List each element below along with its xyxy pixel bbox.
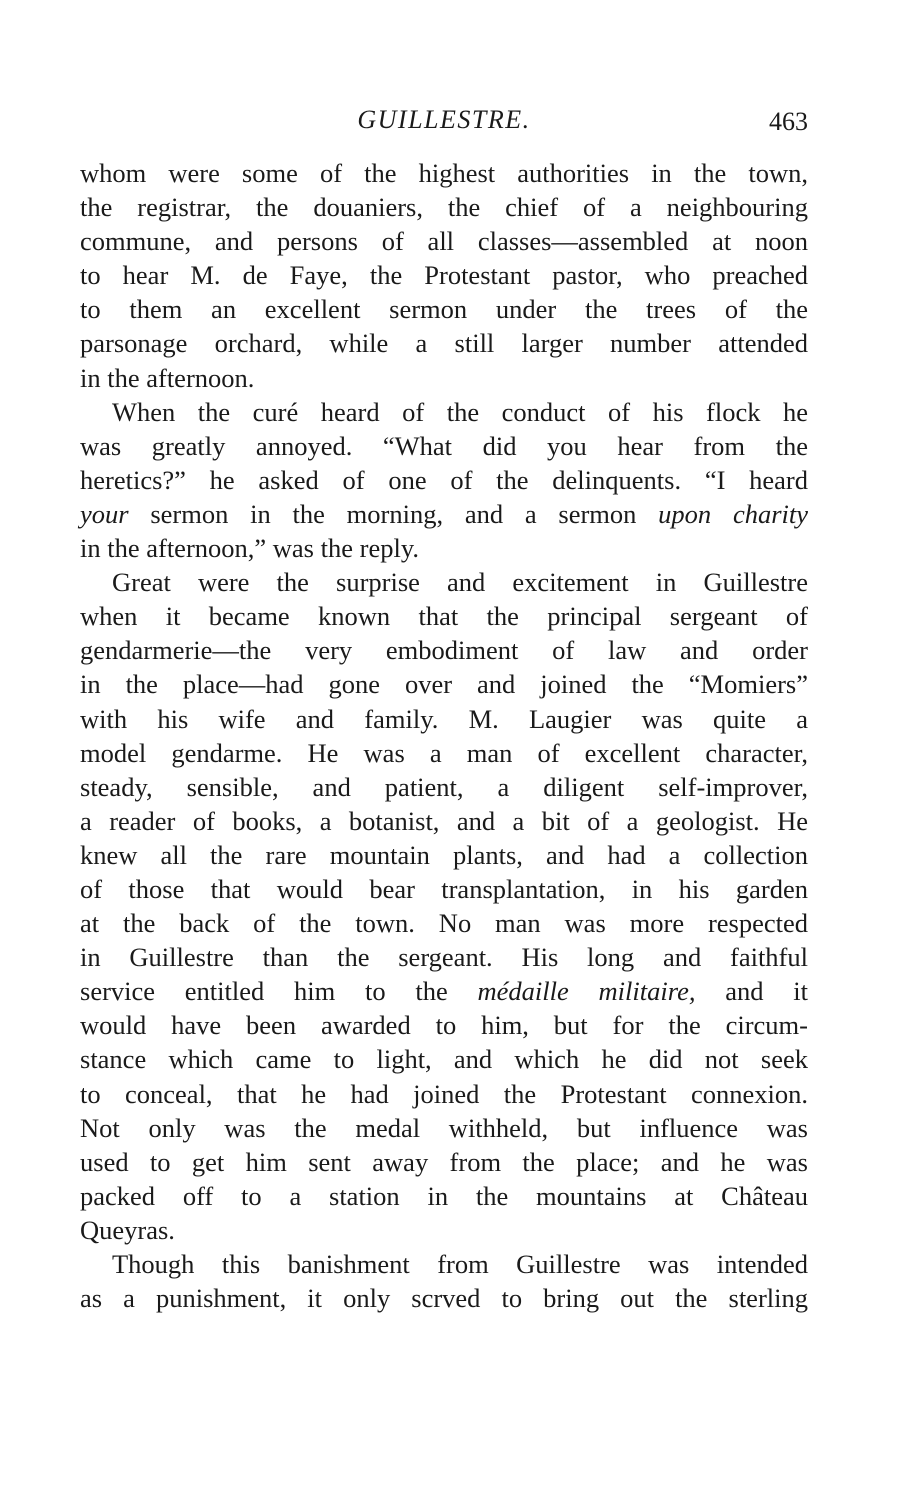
- running-head: [80, 102, 808, 138]
- text-line: Queyras.: [80, 1214, 175, 1245]
- text-line: [80, 974, 808, 1008]
- italic-text: upon charity: [658, 498, 808, 529]
- text-line: at the back of the town. No man was more respected: [80, 908, 808, 939]
- text-line: [80, 497, 808, 531]
- paragraph: [80, 156, 808, 395]
- text-run: sermon in the morning, and a sermon: [128, 498, 659, 529]
- text-line: Though this banishment from Guillestre was intended: [112, 1249, 808, 1279]
- text-line: in Guillestre than the sergeant. His long and faithful: [80, 942, 808, 973]
- text-line: the registrar, the douaniers, the chief of a neighbouring: [80, 192, 808, 223]
- text-run: and it: [695, 976, 808, 1007]
- text-line: to them an excellent sermon under the trees of the: [80, 294, 808, 325]
- text-line: whom were some of the highest authorities in the town,: [80, 158, 808, 188]
- paragraph: [80, 1247, 808, 1315]
- text-line: would have been awarded to him, but for the circum-: [80, 1010, 808, 1041]
- text-line: model gendarme. He was a man of excellent character,: [80, 737, 808, 768]
- body-text: [80, 156, 808, 1315]
- italic-text: your: [80, 498, 129, 529]
- text-line: Not only was the medal withheld, but influence was: [80, 1112, 808, 1143]
- text-run: service entitled him to the: [80, 976, 478, 1007]
- text-line: as a punishment, it only scrved to bring out the sterling: [80, 1283, 808, 1314]
- page-number: 463: [769, 107, 808, 136]
- text-line: to conceal, that he had joined the Protestant connexion.: [80, 1078, 808, 1109]
- text-line: was greatly annoyed. “What did you hear from the: [80, 430, 808, 461]
- italic-text: médaille militaire,: [477, 976, 696, 1007]
- text-line: commune, and persons of all classes—assembled at noon: [80, 226, 808, 257]
- text-line: heretics?” he asked of one of the delinquents. “I heard: [80, 464, 808, 495]
- text-line: gendarmerie—the very embodiment of law and order: [80, 635, 808, 666]
- text-line: in the afternoon,” was the reply.: [80, 533, 419, 564]
- text-line: of those that would bear transplantation, in his garden: [80, 873, 808, 904]
- text-line: Great were the surprise and excitement in Guillestre: [112, 567, 808, 598]
- text-line: a reader of books, a botanist, and a bit of a geologist. He: [80, 805, 808, 836]
- paragraph: [80, 565, 808, 1247]
- text-line: used to get him sent away from the place; and he was: [80, 1146, 808, 1177]
- text-line: parsonage orchard, while a still larger number attended: [80, 328, 808, 359]
- text-line: in the place—had gone over and joined the “Momiers”: [80, 669, 808, 700]
- text-line: with his wife and family. M. Laugier was quite a: [80, 703, 808, 734]
- text-line: steady, sensible, and patient, a diligent self-improver,: [80, 771, 808, 802]
- running-title: GUILLESTRE.: [357, 105, 531, 134]
- text-line: stance which came to light, and which he did not seek: [80, 1044, 808, 1075]
- text-line: in the afternoon.: [80, 362, 255, 393]
- text-line: when it became known that the principal sergeant of: [80, 601, 808, 632]
- text-line: packed off to a station in the mountains at Château: [80, 1180, 808, 1211]
- paragraph: [80, 395, 808, 565]
- text-line: knew all the rare mountain plants, and had a collection: [80, 839, 808, 870]
- text-line: When the curé heard of the conduct of his flock he: [112, 396, 808, 427]
- text-line: to hear M. de Faye, the Protestant pastor, who preached: [80, 260, 808, 291]
